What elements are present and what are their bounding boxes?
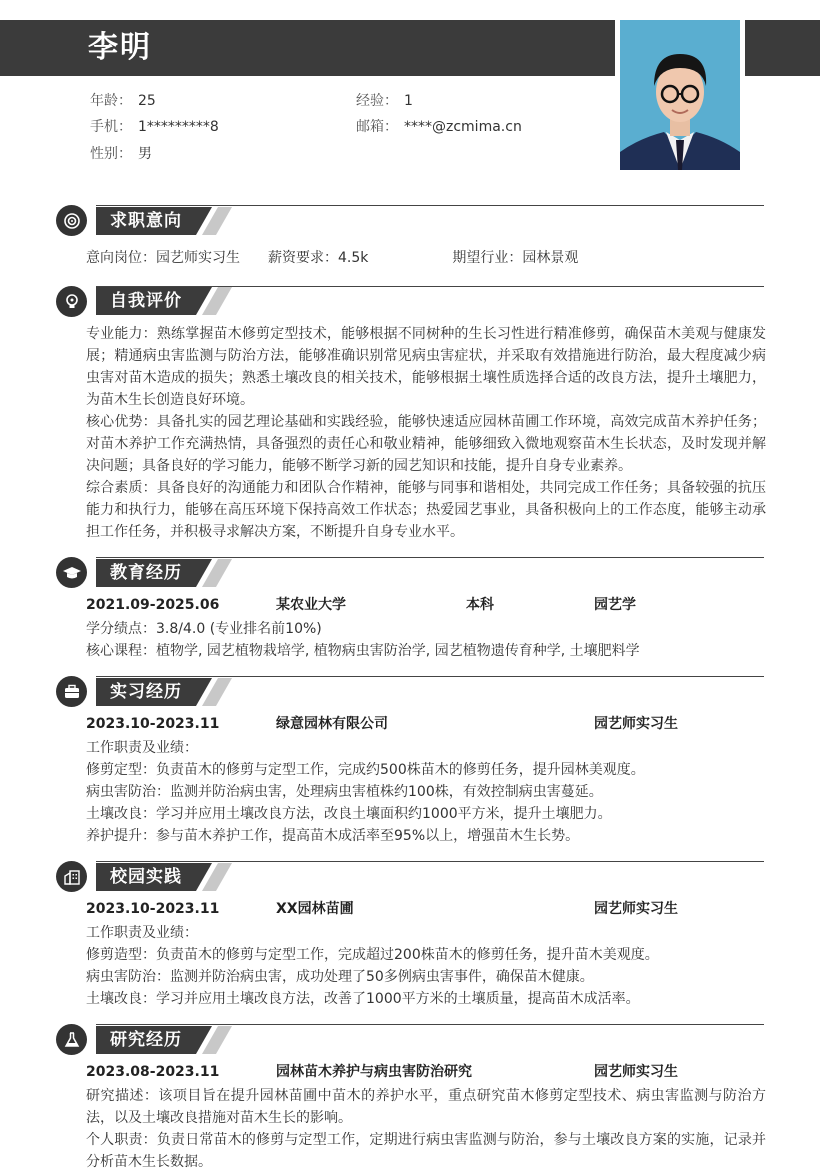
- research-paragraph: 个人职责：负责日常苗木的修剪与定型工作，定期进行病虫害监测与防治，参与土壤改良方案的实施，记录并分析苗木生长数据。: [86, 1132, 766, 1170]
- profile-photo: [620, 20, 740, 170]
- age-field: 年龄： 25: [90, 93, 156, 109]
- internship-line: 病虫害防治：监测并防治病虫害，处理病虫害植株约100株，有效控制病虫害蔓延。: [86, 784, 603, 800]
- internship-line: 修剪定型：负责苗木的修剪与定型工作，完成约500株苗木的修剪任务，提升园林美观度。: [86, 762, 645, 778]
- internship-line: 土壤改良：学习并应用土壤改良方法，改良土壤面积约1000平方米，提升土壤肥力。: [86, 806, 612, 822]
- building-icon: [56, 861, 87, 892]
- section-title-evaluation: 自我评价: [96, 287, 236, 315]
- section-divider: [96, 861, 764, 862]
- evaluation-paragraph: 核心优势：具备扎实的园艺理论基础和实践经验，能够快速适应园林苗圃工作环境，高效完成苗木养护任务；对苗木养护工作充满热情，具备强烈的责任心和敬业精神，能够细致入微地观察苗木生长状态，及时发现并解决问题；具备良好的学习能力，能够不断学习新的园艺知识和技能，提升自身专业素养。: [86, 414, 766, 474]
- target-icon: [56, 205, 87, 236]
- section-title-internship: 实习经历: [96, 678, 236, 706]
- education-line: 核心课程：植物学, 园艺植物栽培学, 植物病虫害防治学, 园艺植物遗传育种学, 土壤肥料学: [86, 643, 640, 659]
- lightbulb-icon: [56, 286, 87, 317]
- campus-line: 工作职责及业绩：: [86, 925, 198, 941]
- section-divider: [96, 557, 764, 558]
- campus-line: 病虫害防治：监测并防治病虫害，成功处理了50多例病虫害事件，确保苗木健康。: [86, 969, 594, 985]
- email-field: 邮箱： ****@zcmima.cn: [356, 119, 522, 135]
- section-divider: [96, 205, 764, 206]
- header-bar-right: [745, 20, 820, 76]
- research-paragraph: 研究描述：该项目旨在提升园林苗圃中苗木的养护水平，重点研究苗木修剪定型技术、病虫害监测与防治方法，以及土壤改良措施对苗木生长的影响。: [86, 1088, 766, 1126]
- section-title-campus: 校园实践: [96, 863, 236, 891]
- campus-line: 修剪造型：负责苗木的修剪与定型工作，完成超过200株苗木的修剪任务，提升苗木美观度。: [86, 947, 659, 963]
- section-title-research: 研究经历: [96, 1026, 236, 1054]
- candidate-name: 李明: [88, 30, 152, 65]
- internship-line: 工作职责及业绩：: [86, 740, 198, 756]
- evaluation-paragraph: 专业能力：熟练掌握苗木修剪定型技术，能够根据不同树种的生长习性进行精准修剪，确保苗木美观与健康发展；精通病虫害监测与防治方法，能够准确识别常见病虫害症状，并采取有效措施进行防治，最大程度减少病虫害对苗木造成的损失；熟悉土壤改良的相关技术，能够根据土壤性质选择合适的改良方法，提升土壤肥力，为苗木生长创造良好环境。: [86, 326, 766, 408]
- education-line: 学分绩点：3.8/4.0 (专业排名前10%): [86, 621, 322, 637]
- experience-field: 经验： 1: [356, 93, 413, 109]
- intention-text: 意向岗位：园艺师实习生 薪资要求：4.5k 期望行业：园林景观: [86, 250, 579, 266]
- campus-header-row: 2023.10-2023.11 XX园林苗圃 园艺师实习生: [86, 901, 678, 917]
- education-header-row: 2021.09-2025.06 某农业大学 本科 园艺学: [86, 597, 636, 613]
- section-divider: [96, 1024, 764, 1025]
- briefcase-icon: [56, 676, 87, 707]
- phone-field: 手机： 1*********8: [90, 119, 219, 135]
- campus-line: 土壤改良：学习并应用土壤改良方法，改善了1000平方米的土壤质量，提高苗木成活率。: [86, 991, 640, 1007]
- flask-icon: [56, 1024, 87, 1055]
- section-title-education: 教育经历: [96, 559, 236, 587]
- internship-header-row: 2023.10-2023.11 绿意园林有限公司 园艺师实习生: [86, 716, 678, 732]
- section-divider: [96, 676, 764, 677]
- evaluation-paragraph: 综合素质：具备良好的沟通能力和团队合作精神，能够与同事和谐相处，共同完成工作任务；具备较强的抗压能力和执行力，能够在高压环境下保持高效工作状态；热爱园艺事业，具备积极向上的工作态度，能够主动承担工作任务，并积极寻求解决方案，不断提升自身专业水平。: [86, 480, 766, 540]
- graduation-cap-icon: [56, 557, 87, 588]
- gender-field: 性别： 男: [90, 146, 152, 162]
- research-header-row: 2023.08-2023.11 园林苗木养护与病虫害防治研究 园艺师实习生: [86, 1064, 678, 1080]
- section-title-intention: 求职意向: [96, 207, 236, 235]
- internship-line: 养护提升：参与苗木养护工作，提高苗木成活率至95%以上，增强苗木生长势。: [86, 828, 580, 844]
